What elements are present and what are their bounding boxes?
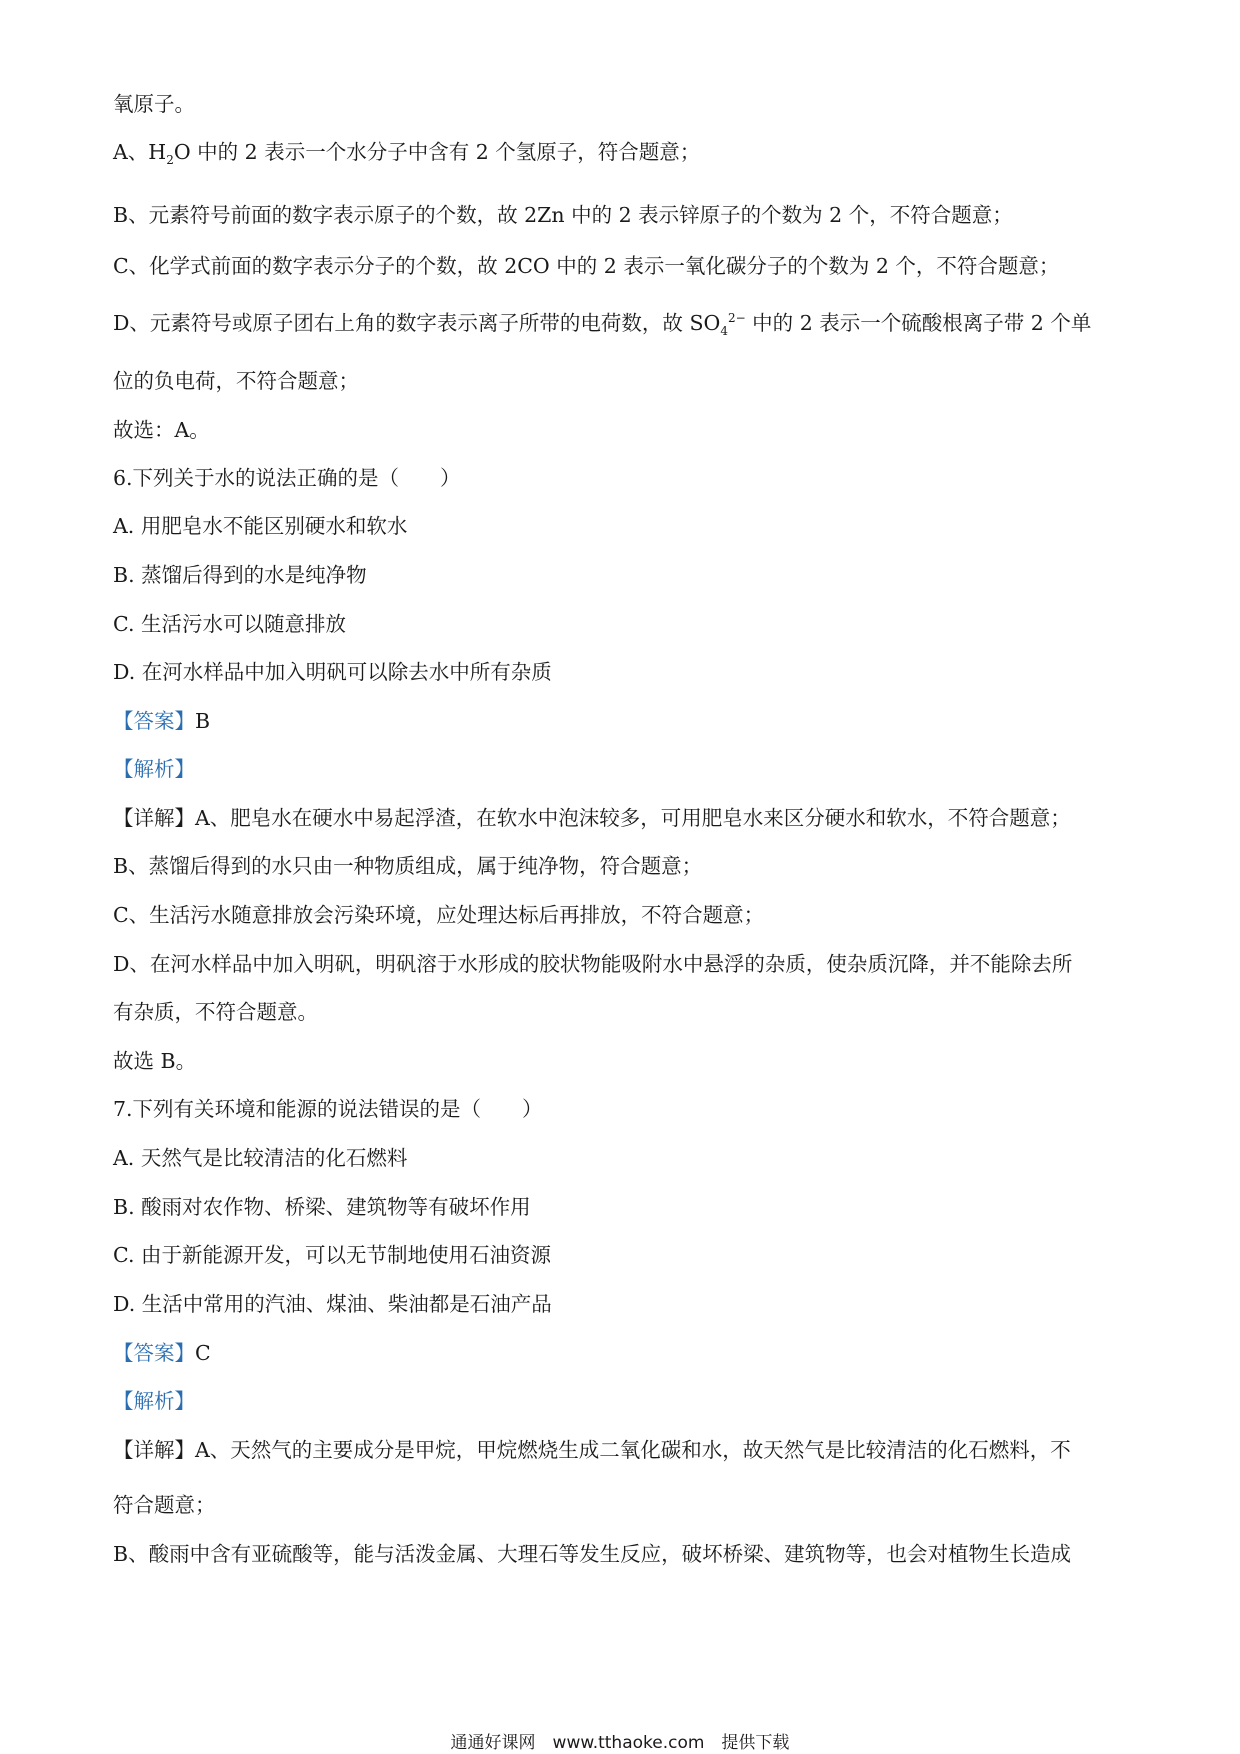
text-line: D、在河水样品中加入明矾，明矾溶于水形成的胶状物能吸附水中悬浮的杂质，使杂质沉降，并不能除去所 xyxy=(113,952,1073,976)
text-line: C、生活污水随意排放会污染环境，应处理达标后再排放，不符合题意； xyxy=(113,903,765,927)
question-title: 7.下列有关环境和能源的说法错误的是（ ） xyxy=(113,1097,543,1121)
option-c: C. 生活污水可以随意排放 xyxy=(113,612,346,636)
text-line: 氧原子。 xyxy=(113,92,195,116)
text-line: B、蒸馏后得到的水只由一种物质组成，属于纯净物，符合题意； xyxy=(113,854,703,878)
option-a: A. 用肥皂水不能区别硬水和软水 xyxy=(113,514,408,538)
option-c: C. 由于新能源开发，可以无节制地使用石油资源 xyxy=(113,1243,551,1267)
text-line: B、元素符号前面的数字表示原子的个数，故 2Zn 中的 2 表示锌原子的个数为 2 个，不符合题意； xyxy=(113,203,1013,227)
analysis-heading: 【解析】 xyxy=(113,757,195,781)
text-line: 【详解】A、肥皂水在硬水中易起浮渣，在软水中泡沫较多，可用肥皂水来区分硬水和软水，不符合题意； xyxy=(113,806,1071,830)
question-title: 6.下列关于水的说法正确的是（ ） xyxy=(113,466,461,490)
option-d: D. 在河水样品中加入明矾可以除去水中所有杂质 xyxy=(113,660,552,684)
option-d: D. 生活中常用的汽油、煤油、柴油都是石油产品 xyxy=(113,1292,552,1316)
answer-line: 【答案】B xyxy=(113,709,211,733)
option-b: B. 蒸馏后得到的水是纯净物 xyxy=(113,563,367,587)
analysis-heading: 【解析】 xyxy=(113,1389,195,1413)
text-line: 故选 B。 xyxy=(113,1049,197,1073)
option-b: B. 酸雨对农作物、桥梁、建筑物等有破坏作用 xyxy=(113,1195,531,1219)
option-a: A. 天然气是比较清洁的化石燃料 xyxy=(113,1146,408,1170)
text-line: B、酸雨中含有亚硫酸等，能与活泼金属、大理石等发生反应，破坏桥梁、建筑物等，也会对植物生长造成 xyxy=(113,1542,1072,1566)
text-line: 【详解】A、天然气的主要成分是甲烷，甲烷燃烧生成二氧化碳和水，故天然气是比较清洁的化石燃料，不 xyxy=(113,1438,1071,1462)
text-line: 有杂质，不符合题意。 xyxy=(113,1000,318,1024)
text-line: A、$H_2O$ 中的 2 表示一个水分子中含有 2 个氢原子，符合题意； xyxy=(113,140,701,168)
answer-line: 【答案】C xyxy=(113,1341,211,1365)
text-line: 故选：A。 xyxy=(113,418,210,442)
text-line: 位的负电荷，不符合题意； xyxy=(113,369,359,393)
page-footer: 通通好课网 www.tthaoke.com 提供下载 xyxy=(450,1733,790,1753)
text-line: C、化学式前面的数字表示分子的个数，故 2CO 中的 2 表示一氧化碳分子的个数为 2 个，不符合题意； xyxy=(113,254,1060,278)
text-line: D、元素符号或原子团右上角的数字表示离子所带的电荷数，故 $SO_4^{2-}$ 中的 2 表示一个硫酸根离子带 2 个单 xyxy=(113,311,1092,339)
text-line: 符合题意； xyxy=(113,1493,216,1517)
